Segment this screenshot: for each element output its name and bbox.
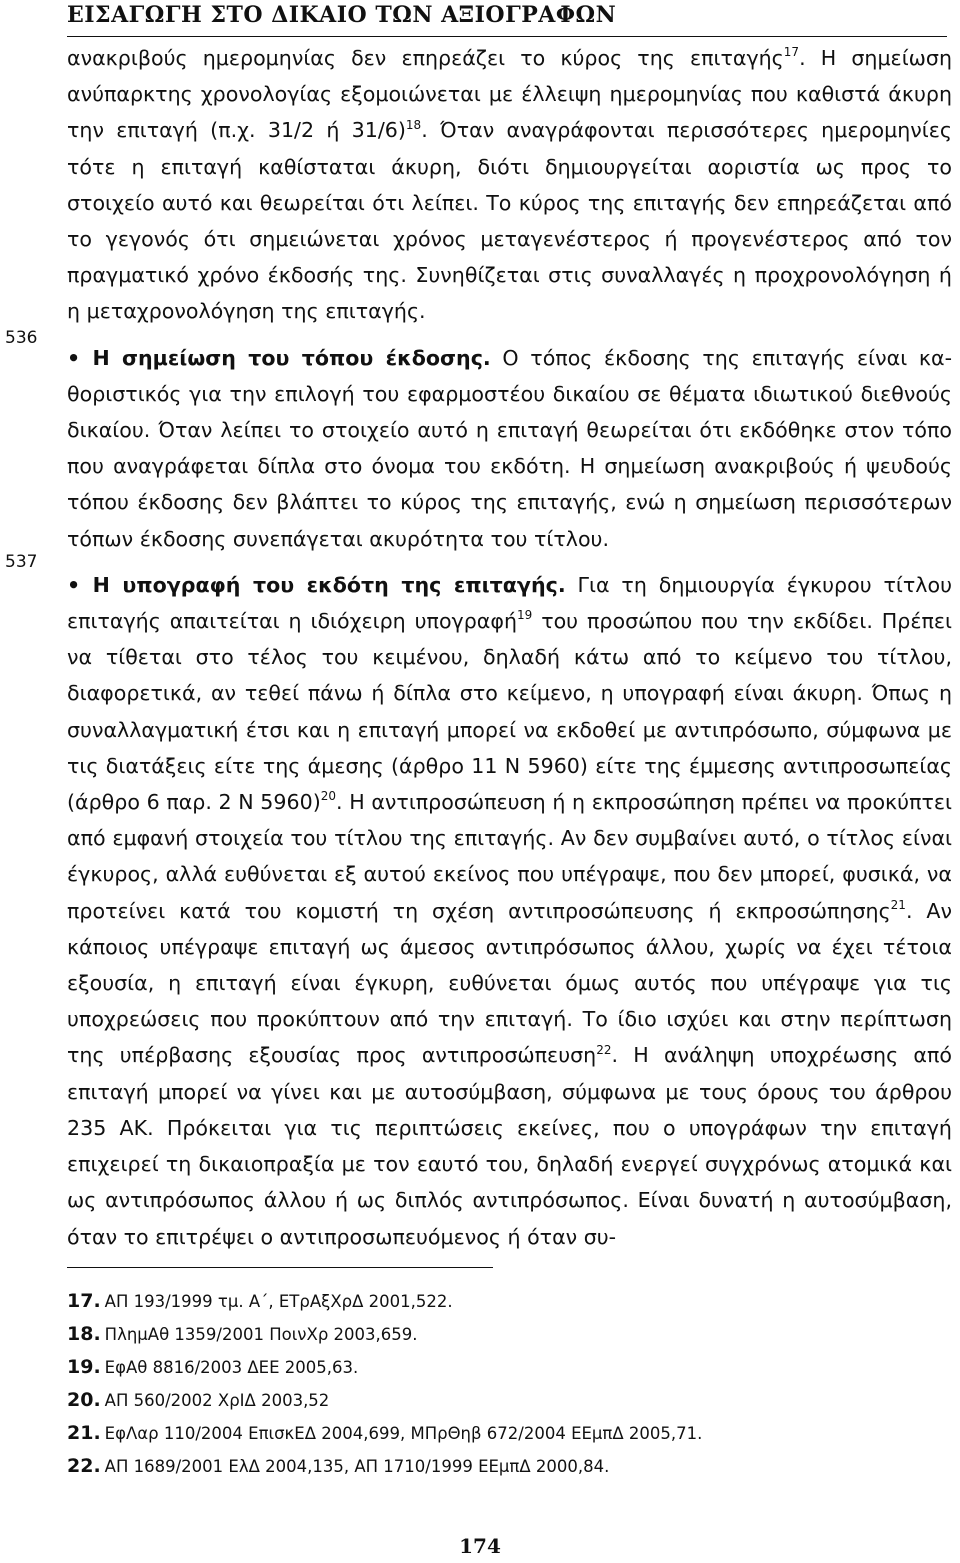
footnote: 17. ΑΠ 193/1999 τμ. Α΄, ΕΤρΑξΧρΔ 2001,522. (67, 1290, 453, 1312)
footnote-ref-18: 18 (405, 117, 422, 132)
page-number: 174 (459, 1534, 501, 1558)
footnote-ref-22: 22 (596, 1042, 612, 1057)
footnote-ref-21: 21 (890, 897, 906, 912)
footnote: 19. ΕφΑθ 8816/2003 ΔΕΕ 2005,63. (67, 1356, 359, 1378)
footnote-ref-19: 19 (517, 608, 533, 623)
bullet-heading: • Η σημείωση του τόπου έκδοσης. (67, 345, 491, 370)
margin-number-537: 537 (5, 552, 38, 572)
margin-number-536: 536 (5, 328, 38, 348)
bullet-heading: • Η υπογραφή του εκδότη της επιταγής. (67, 572, 566, 597)
body-text (67, 40, 952, 1255)
footnotes (67, 1285, 947, 1483)
footnote: 18. ΠλημΑθ 1359/2001 ΠοινΧρ 2003,659. (67, 1323, 418, 1345)
footnote-ref-17: 17 (783, 45, 800, 60)
footnote: 22. ΑΠ 1689/2001 ΕλΔ 2004,135, ΑΠ 1710/1999 ΕΕμπΔ 2000,84. (67, 1455, 610, 1477)
paragraph-place-of-issue: • Η σημείωση του τόπου έκδοσης. Ο τόπος έκδοσης της επιταγής είναι καθοριστικός για την επιλογή του εφαρμοστέου δικαίου σε θέματα ιδιωτικού διεθνούς δικαίου. Όταν λείπει το στοιχείο αυτό η επιταγή θεωρείται ότι εκδόθηκε στον τόπο που αναγράφεται δίπλα στο όνομα του εκδότη. Η σημείωση ανακριβούς ή ψευδούς τόπου έκδοσης δεν βλάπτει το κύρος της επιταγής, ενώ η σημείωση περισσότερων τόπων έκδοσης συνεπάγεται ακυρότητα του τίτλου. (67, 345, 953, 551)
footnote-separator (67, 1267, 493, 1268)
footnote-ref-20: 20 (320, 789, 337, 804)
header-rule (67, 36, 947, 37)
footnote: 21. ΕφΛαρ 110/2004 ΕπισκΕΔ 2004,699, ΜΠρΘηβ 672/2004 ΕΕμπΔ 2005,71. (67, 1422, 703, 1444)
paragraph-date: ανακριβούς ημερομηνίας δεν επηρεάζει το κύρος της επιταγής$^{17}$. Η σημείωση ανύπαρκτης χρονολογίας εξομοιώνεται με έλλειψη ημερομηνίας που καθιστά άκυρη την επιταγή (π.χ. 31/2 ή 31/6)$^{18}$. Όταν αναγράφονται περισσότερες ημερομηνίες τότε η επιταγή καθίσταται άκυρη, διότι δημιουργείται αοριστία ως προς το στοιχείο αυτό και θεωρείται ότι λείπει. Το κύρος της επιταγής δεν επηρεάζεται από το γεγονός ότι σημειώνεται χρόνος μεταγενέστερος ή προγενέστερος από τον πραγματικό χρόνο έκδοσής της. Συνηθίζεται στις συναλλαγές η προχρονολόγηση ή η μεταχρονολόγηση της επιταγής. (67, 45, 953, 324)
footnote: 20. ΑΠ 560/2002 ΧρΙΔ 2003,52 (67, 1389, 330, 1411)
paragraph-signature: • Η υπογραφή του εκδότη της επιταγής. Για τη δημιουργία έγκυρου τίτλου επιταγής απαιτείται η ιδιόχειρη υπογραφή$^{19}$ του προσώπου που την εκδίδει. Πρέπει να τίθεται στο τέλος του κειμένου, δηλαδή κάτω από το κείμενο του τίτλου, διαφορετικά, αν τεθεί πάνω ή δίπλα στο κείμενο, η υπογραφή είναι άκυρη. Όπως η συναλλαγματική έτσι και η επιταγή μπορεί να εκδοθεί με αντιπρόσωπο, σύμφωνα με τις διατάξεις είτε της άμεσης (άρθρο 11 Ν 5960) είτε της έμμεσης αντιπροσωπείας (άρθρο 6 παρ. 2 Ν 5960)$^{20}$. Η αντιπροσώπευση ή η εκπροσώπηση πρέπει να προκύπτει από εμφανή στοιχεία του τίτλου της επιταγής. Αν δεν συμβαίνει αυτό, ο τίτλος είναι έγκυρος, αλλά ευθύνεται εξ αυτού εκείνος που υπέγραψε, που δεν μπορεί, φυσικά, να προτείνει κατά του κομιστή τη σχέση αντιπροσώπευσης ή εκπροσώπησης$^{21}$. Αν κάποιος υπέγραψε επιταγή ως άμεσος αντιπρόσωπος άλλου, χωρίς να έχει τέτοια εξουσία, η επιταγή είναι έγκυρη, ευθύνεται όμως αυτός που υπέγραψε για τις υποχρεώσεις που προκύπτουν από την επιταγή. Το ίδιο ισχύει και στην περίπτωση της υπέρβασης εξουσίας προς αντιπροσώπευση$^{22}$. Η ανάληψη υποχρέωσης από επιταγή μπορεί να γίνει και με αυτοσύμβαση, σύμφωνα με τους όρους του άρθρου 235 ΑΚ. Πρόκειται για τις περιπτώσεις εκείνες, που ο υπογράφων την επιταγή επιχειρεί τη δικαιοπραξία με τον εαυτό του, δηλαδή ενεργεί συγχρόνως ατομικά και ως αντιπρόσωπος άλλου ή ως διπλός αντιπρόσωπος. Είναι δυνατή η αυτοσύμβαση, όταν το επιτρέψει ο αντιπροσωπευόμενος ή όταν συ- (67, 572, 952, 1249)
running-header: ΕΙΣΑΓΩΓΗ ΣΤΟ ΔΙΚΑΙΟ ΤΩΝ ΑΞΙΟΓΡΑΦΩΝ (67, 2, 617, 28)
